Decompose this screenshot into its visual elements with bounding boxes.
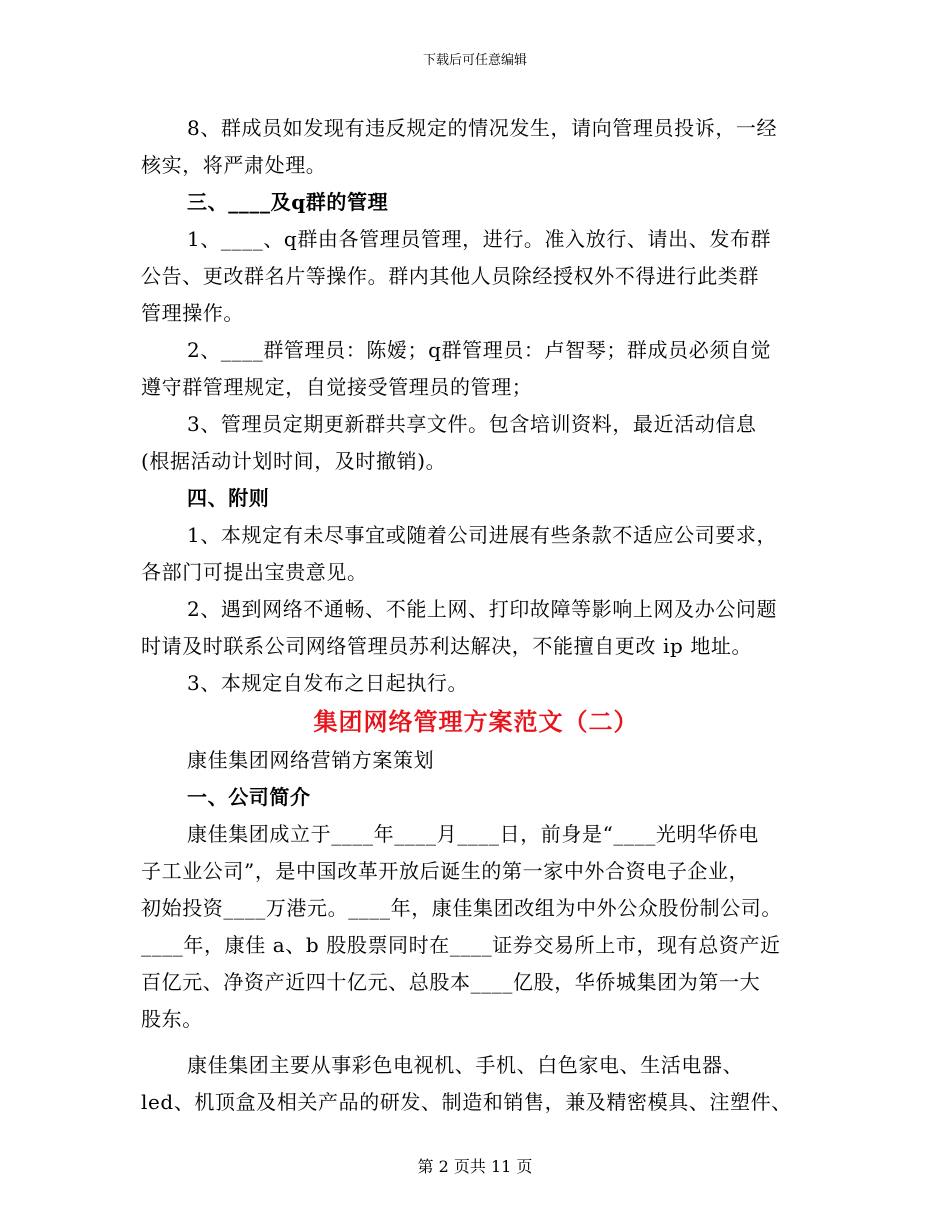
- page-footer: 第 2 页共 11 页: [417, 1157, 533, 1176]
- paragraph-line: 子工业公司”，是中国改革开放后诞生的第一家中外合资电子企业，: [141, 859, 750, 883]
- paragraph-line: 遵守群管理规定，自觉接受管理员的管理；: [141, 375, 533, 399]
- document-body: [141, 110, 811, 1121]
- paragraph-line: 初始投资____万港元。____年，康佳集团改组为中外公众股份制公司。: [141, 896, 782, 920]
- paragraph-line: 管理操作。: [141, 301, 244, 325]
- paragraph-line: 1、____、q群由各管理员管理，进行。准入放行、请出、发布群: [187, 227, 772, 251]
- paragraph-line: 公告、更改群名片等操作。群内其他人员除经授权外不得进行此类群: [141, 264, 759, 288]
- paragraph-line: (根据活动计划时间，及时撤销)。: [141, 449, 447, 473]
- paragraph-line: led、机顶盒及相关产品的研发、制造和销售，兼及精密模具、注塑件、: [141, 1090, 792, 1114]
- paragraph-line: 康佳集团主要从事彩色电视机、手机、白色家电、生活电器、: [187, 1053, 744, 1077]
- paragraph-line: 2、____群管理员：陈嫒；q群管理员：卢智琴；群成员必须自觉: [187, 338, 772, 362]
- paragraph-line: 时请及时联系公司网络管理员苏利达解决，不能擅自更改 ip 地址。: [141, 634, 753, 658]
- paragraph-line: 康佳集团成立于____年____月____日，前身是“____光明华侨电: [187, 822, 759, 846]
- paragraph-line: 3、管理员定期更新群共享文件。包含培训资料，最近活动信息: [187, 412, 757, 436]
- paragraph-line: 2、遇到网络不通畅、不能上网、打印故障等影响上网及办公问题: [187, 597, 778, 621]
- paragraph-line: 8、群成员如发现有违反规定的情况发生，请向管理员投诉，一经: [187, 116, 778, 140]
- paragraph-line: 3、本规定自发布之日起执行。: [187, 671, 469, 695]
- document-title: 集团网络管理方案范文（二）: [313, 707, 639, 736]
- paragraph-line: 百亿元、净资产近四十亿元、总股本____亿股，华侨城集团为第一大: [141, 970, 761, 994]
- paragraph-line: 康佳集团网络营销方案策划: [187, 748, 435, 772]
- section-heading: 三、____及q群的管理: [187, 190, 389, 214]
- paragraph-line: 核实，将严肃处理。: [141, 153, 327, 177]
- page-header: 下载后可任意编辑: [422, 53, 527, 68]
- paragraph-line: ____年，康佳 a、b 股股票同时在____证券交易所上市，现有总资产近: [141, 933, 781, 957]
- paragraph-line: 各部门可提出宝贵意见。: [141, 560, 368, 584]
- section-heading: 四、附则: [187, 486, 270, 510]
- paragraph-line: 股东。: [141, 1007, 203, 1031]
- paragraph-line: 1、本规定有未尽事宜或随着公司进展有些条款不适应公司要求，: [187, 523, 778, 547]
- section-heading: 一、公司简介: [187, 785, 311, 809]
